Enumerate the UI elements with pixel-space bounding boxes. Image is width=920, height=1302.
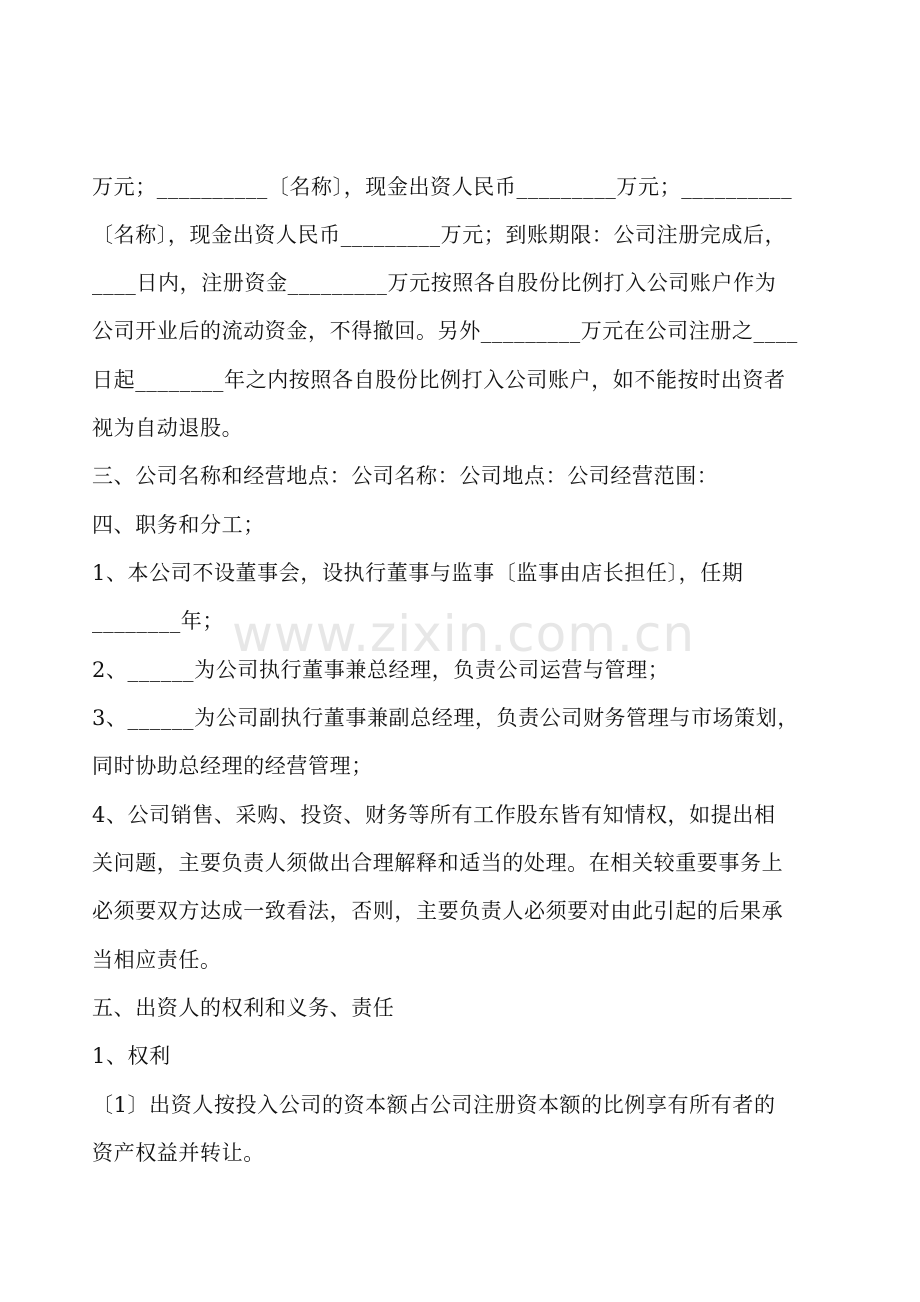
section-heading: 五、出资人的权利和义务、责任	[92, 996, 395, 1020]
text-line: 当相应责任。	[92, 948, 222, 972]
text-line: 视为自动退股。	[92, 416, 244, 440]
text-line: 关问题，主要负责人须做出合理解释和适当的处理。在相关较重要事务上	[92, 851, 784, 875]
text-line: 1、本公司不设董事会，设执行董事与监事〔监事由店长担任〕，任期	[92, 561, 744, 585]
section-heading: 四、职务和分工；	[92, 513, 265, 537]
watermark: www.zixin.com.cn	[232, 605, 696, 663]
text-line: 日起________年之内按照各自股份比例打入公司账户，如不能按时出资者	[92, 368, 786, 392]
text-line: 公司开业后的流动资金，不得撤回。另外_________万元在公司注册之____	[92, 319, 798, 343]
text-line: 2、______为公司执行董事兼总经理，负责公司运营与管理；	[92, 658, 670, 682]
text-line: 资产权益并转让。	[92, 1141, 265, 1165]
text-line: 万元；__________〔名称〕，现金出资人民币_________万元；__________	[92, 175, 793, 199]
text-line: 〔1〕出资人按投入公司的资本额占公司注册资本额的比例享有所有者的	[92, 1093, 776, 1117]
subsection-heading: 1、权利	[92, 1044, 171, 1068]
text-line: ____日内，注册资金_________万元按照各自股份比例打入公司账户作为	[92, 271, 777, 295]
section-heading: 三、公司名称和经营地点：公司名称：公司地点：公司经营范围：	[92, 464, 719, 488]
text-line: ________年；	[92, 609, 224, 633]
text-line: 同时协助总经理的经营管理；	[92, 754, 373, 778]
text-line: 4、公司销售、采购、投资、财务等所有工作股东皆有知情权，如提出相	[92, 803, 776, 827]
text-line: 3、______为公司副执行董事兼副总经理，负责公司财务管理与市场策划，	[92, 706, 799, 730]
text-line: 必须要双方达成一致看法，否则，主要负责人必须要对由此引起的后果承	[92, 899, 784, 923]
text-line: 〔名称〕，现金出资人民币_________万元；到账期限：公司注册完成后，	[92, 223, 787, 247]
